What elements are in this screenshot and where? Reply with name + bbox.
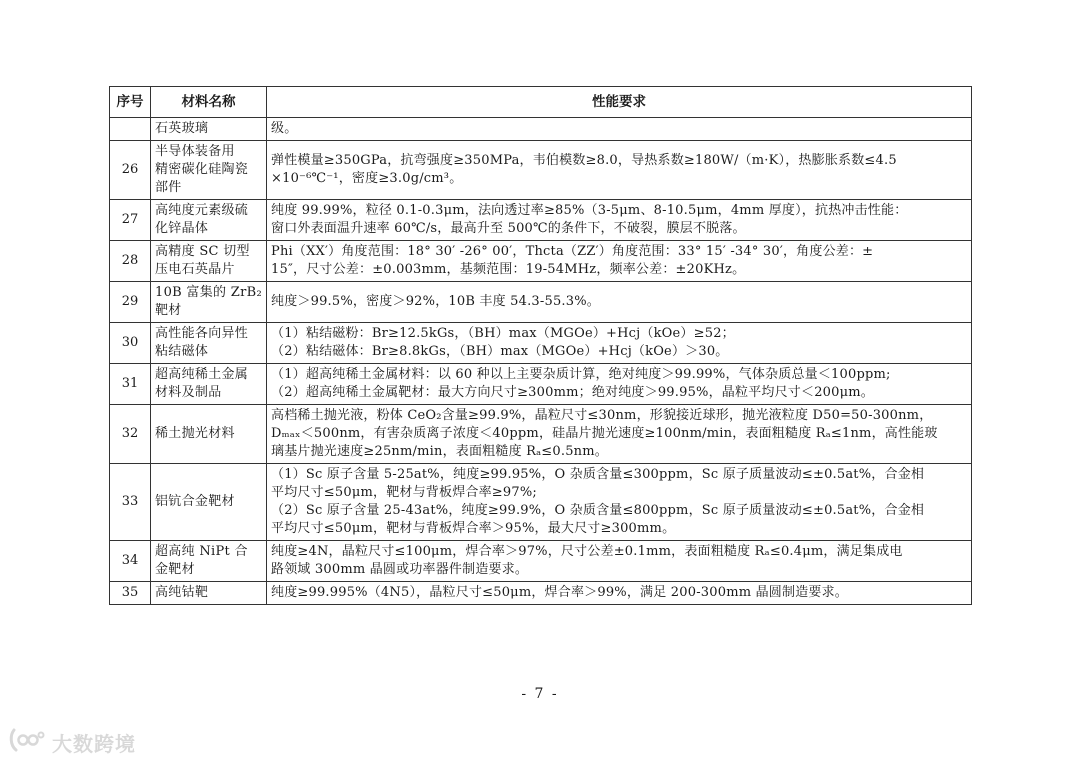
requirement-line: 平均尺寸≤50μm，靶材与背板焊合率≥97%; — [271, 485, 537, 500]
material-name-line: 靶材 — [155, 303, 182, 318]
requirement-cell — [267, 118, 972, 141]
requirement-line: 级。 — [271, 121, 298, 136]
material-name-cell — [151, 241, 267, 282]
table-row — [110, 282, 972, 323]
requirement-line: 纯度≥99.995%（4N5），晶粒尺寸≤50μm，焊合率＞99%，满足 200-300mm 晶圆制造要求。 — [271, 585, 848, 600]
page-number: - 7 - — [521, 686, 559, 702]
requirement-cell — [267, 323, 972, 364]
requirement-cell — [267, 582, 972, 605]
material-name-line: 高性能各向异性 — [155, 326, 249, 341]
requirement-line: 15″，尺寸公差：±0.003mm，基频范围：19-54MHz，频率公差：±20KHz。 — [271, 262, 746, 277]
requirement-cell — [267, 364, 972, 405]
watermark-logo-icon — [8, 727, 46, 757]
material-name-cell — [151, 118, 267, 141]
row-number: 32 — [110, 405, 151, 464]
requirement-line: 平均尺寸≤50μm，靶材与背板焊合率＞95%，最大尺寸≥300mm。 — [271, 521, 676, 536]
requirement-cell — [267, 541, 972, 582]
requirement-line: （2）超高纯稀土金属靶材：最大方向尺寸≥300mm；绝对纯度＞99.95%，晶粒平均尺寸＜200μm。 — [271, 385, 874, 400]
requirement-line: Dₘₐₓ＜500nm，有害杂质离子浓度＜40ppm，硅晶片抛光速度≥100nm/min，表面粗糙度 Rₐ≤1nm，高性能玻 — [271, 426, 938, 441]
requirement-line: （1）超高纯稀土金属材料：以 60 种以上主要杂质计算，绝对纯度＞99.99%，气体杂质总量＜100ppm; — [271, 367, 891, 382]
material-name-cell — [151, 323, 267, 364]
material-name-cell — [151, 364, 267, 405]
table-row — [110, 464, 972, 541]
header-no: 序号 — [110, 87, 151, 118]
requirement-line: Phi（XX′）角度范围：18° 30′ -26° 00′，Thcta（ZZ′）角度范围：33° 15′ -34° 30′，角度公差：± — [271, 244, 874, 259]
row-number: 28 — [110, 241, 151, 282]
material-name-line: 金靶材 — [155, 562, 195, 577]
row-number: 26 — [110, 141, 151, 200]
material-name-line: 化锌晶体 — [155, 221, 209, 236]
table-header-row — [110, 87, 972, 118]
row-number: 33 — [110, 464, 151, 541]
material-name-line: 10B 富集的 ZrB₂ — [155, 285, 262, 300]
requirement-line: 高档稀土抛光液，粉体 CeO₂含量≥99.9%，晶粒尺寸≤30nm，形貌接近球形，抛光液粒度 D50=50-300nm， — [271, 408, 933, 423]
material-name-line: 半导体装备用 — [155, 144, 235, 159]
material-name-line: 稀土抛光材料 — [155, 426, 235, 441]
material-name-line: 超高纯稀土金属 — [155, 367, 249, 382]
table-row — [110, 405, 972, 464]
requirement-line: 璃基片抛光速度≥25nm/min，表面粗糙度 Rₐ≤0.5nm。 — [271, 444, 608, 459]
material-name-cell — [151, 200, 267, 241]
requirement-line: 窗口外表面温升速率 60℃/s，最高升至 500℃的条件下，不破裂，膜层不脱落。 — [271, 221, 746, 236]
row-number: 35 — [110, 582, 151, 605]
table-row — [110, 141, 972, 200]
material-name-line: 铝钪合金靶材 — [155, 494, 235, 509]
table-body — [110, 118, 972, 605]
material-name-cell — [151, 282, 267, 323]
material-name-line: 粘结磁体 — [155, 344, 209, 359]
watermark — [8, 727, 136, 757]
requirement-cell — [267, 282, 972, 323]
row-number: 30 — [110, 323, 151, 364]
requirement-line: （2）Sc 原子含量 25-43at%，纯度≥99.9%，O 杂质含量≤800ppm，Sc 原子质量波动≤±0.5at%，合金相 — [271, 503, 925, 518]
material-name-cell — [151, 405, 267, 464]
requirement-line: 纯度≥4N，晶粒尺寸≤100μm，焊合率＞97%，尺寸公差±0.1mm，表面粗糙度 Rₐ≤0.4μm，满足集成电 — [271, 544, 903, 559]
material-name-line: 精密碳化硅陶瓷 — [155, 162, 249, 177]
requirement-line: 路领域 300mm 晶圆或功率器件制造要求。 — [271, 562, 529, 577]
table-row — [110, 323, 972, 364]
requirement-cell — [267, 464, 972, 541]
requirement-line: 纯度 99.99%，粒径 0.1-0.3μm，法向透过率≥85%（3-5μm、8-10.5μm，4mm 厚度），抗热冲击性能： — [271, 203, 908, 218]
watermark-text: 大数跨境 — [52, 731, 136, 756]
material-name-line: 高精度 SC 切型 — [155, 244, 250, 259]
material-name-line: 高纯钴靶 — [155, 585, 209, 600]
material-name-cell — [151, 464, 267, 541]
material-name-cell — [151, 582, 267, 605]
material-name-line: 部件 — [155, 180, 182, 195]
materials-table — [109, 86, 972, 605]
material-name-line: 材料及制品 — [155, 385, 222, 400]
requirement-cell — [267, 241, 972, 282]
requirement-cell — [267, 141, 972, 200]
table-row — [110, 118, 972, 141]
row-number: 31 — [110, 364, 151, 405]
table-row — [110, 582, 972, 605]
row-number: 34 — [110, 541, 151, 582]
material-name-line: 石英玻璃 — [155, 121, 209, 136]
table-row — [110, 241, 972, 282]
row-number: 27 — [110, 200, 151, 241]
table-row — [110, 200, 972, 241]
requirement-line: 纯度＞99.5%，密度＞92%，10B 丰度 54.3-55.3%。 — [271, 294, 600, 309]
requirement-line: （1）Sc 原子含量 5-25at%，纯度≥99.95%，O 杂质含量≤300ppm，Sc 原子质量波动≤±0.5at%，合金相 — [271, 467, 925, 482]
requirement-line: （1）粘结磁粉：Br≥12.5kGs，（BH）max（MGOe）+Hcj（kOe）≥52； — [271, 326, 735, 341]
table-row — [110, 364, 972, 405]
table-row — [110, 541, 972, 582]
header-performance-requirements: 性能要求 — [267, 87, 972, 118]
material-name-line: 超高纯 NiPt 合 — [155, 544, 248, 559]
material-name-line: 压电石英晶片 — [155, 262, 235, 277]
requirement-cell — [267, 405, 972, 464]
header-material-name: 材料名称 — [151, 87, 267, 118]
material-name-line: 高纯度元素级硫 — [155, 203, 249, 218]
requirement-line: （2）粘结磁体：Br≥8.8kGs，（BH）max（MGOe）+Hcj（kOe）＞30。 — [271, 344, 729, 359]
row-number — [110, 118, 151, 141]
row-number: 29 — [110, 282, 151, 323]
material-name-cell — [151, 541, 267, 582]
material-name-cell — [151, 141, 267, 200]
requirement-line: ×10⁻⁶℃⁻¹，密度≥3.0g/cm³。 — [271, 171, 463, 186]
requirement-line: 弹性模量≥350GPa，抗弯强度≥350MPa，韦伯模数≥8.0，导热系数≥180W/（m·K），热膨胀系数≤4.5 — [271, 153, 897, 168]
requirement-cell — [267, 200, 972, 241]
